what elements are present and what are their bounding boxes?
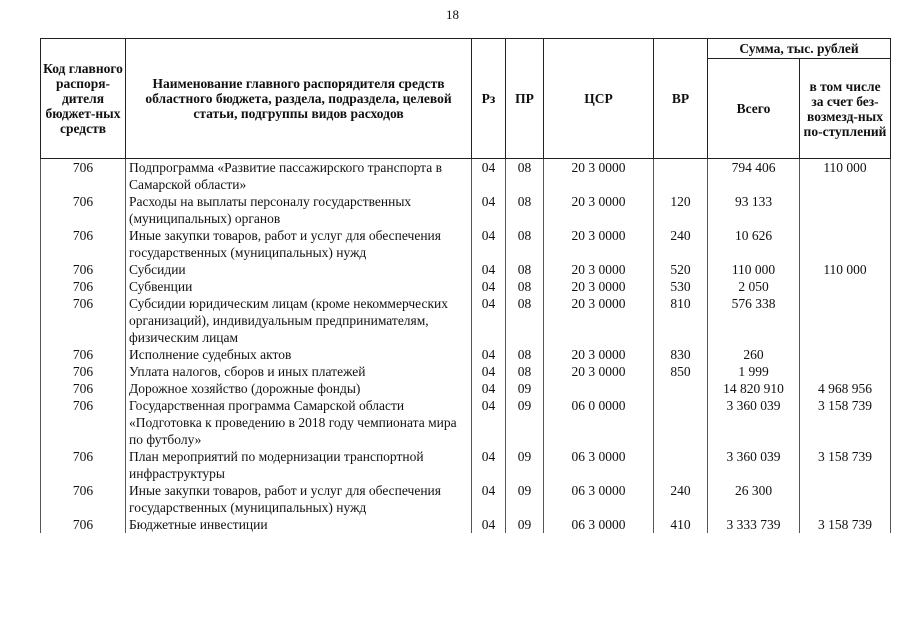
cell-csr: 20 3 0000 [544,278,654,295]
cell-pr: 08 [506,159,544,194]
cell-name: Иные закупки товаров, работ и услуг для обеспечения государственных (муниципальных) нужд [126,227,472,261]
cell-name: Государственная программа Самарской области «Подготовка к проведению в 2018 году чемпионата мира по футболу» [126,397,472,448]
cell-code: 706 [41,261,126,278]
table-row [41,380,891,397]
cell-pr: 08 [506,295,544,346]
cell-name: Субсидии юридическим лицам (кроме некоммерческих организаций), индивидуальным предпринимателям, физическим лицам [126,295,472,346]
table-row [41,516,891,533]
cell-name: Бюджетные инвестиции [126,516,472,533]
cell-name: Уплата налогов, сборов и иных платежей [126,363,472,380]
table-row [41,227,891,261]
cell-free: 3 158 739 [800,397,891,448]
cell-code: 706 [41,482,126,516]
table-header [41,39,891,159]
cell-total: 14 820 910 [708,380,800,397]
cell-pr: 08 [506,193,544,227]
cell-vr [654,380,708,397]
table-row [41,363,891,380]
header-csr: ЦСР [544,39,654,159]
cell-code: 706 [41,363,126,380]
cell-vr [654,159,708,194]
cell-name: Субвенции [126,278,472,295]
cell-name: Дорожное хозяйство (дорожные фонды) [126,380,472,397]
cell-code: 706 [41,516,126,533]
cell-code: 706 [41,193,126,227]
cell-vr: 120 [654,193,708,227]
cell-total: 1 999 [708,363,800,380]
header-sum: Сумма, тыс. рублей [708,39,891,59]
cell-free [800,278,891,295]
page-number: 18 [446,7,459,22]
cell-code: 706 [41,159,126,194]
cell-code: 706 [41,380,126,397]
cell-pr: 08 [506,363,544,380]
cell-code: 706 [41,397,126,448]
cell-rz: 04 [472,346,506,363]
cell-total: 576 338 [708,295,800,346]
header-rz: Рз [472,39,506,159]
table-row [41,346,891,363]
cell-csr: 06 3 0000 [544,516,654,533]
cell-free [800,295,891,346]
cell-pr: 08 [506,227,544,261]
cell-vr: 520 [654,261,708,278]
cell-free: 3 158 739 [800,448,891,482]
cell-rz: 04 [472,482,506,516]
cell-pr: 08 [506,346,544,363]
cell-csr: 20 3 0000 [544,261,654,278]
cell-vr: 240 [654,482,708,516]
cell-pr: 08 [506,278,544,295]
header-free: в том числе за счет без-возмезд-ных по-ступлений [800,59,891,159]
cell-rz: 04 [472,397,506,448]
cell-free [800,193,891,227]
cell-total: 2 050 [708,278,800,295]
table-row [41,193,891,227]
cell-csr: 06 3 0000 [544,482,654,516]
cell-total: 260 [708,346,800,363]
cell-name: План мероприятий по модернизации транспортной инфраструктуры [126,448,472,482]
cell-pr: 09 [506,448,544,482]
cell-free: 3 158 739 [800,516,891,533]
cell-total: 3 333 739 [708,516,800,533]
cell-total: 26 300 [708,482,800,516]
cell-total: 3 360 039 [708,448,800,482]
cell-name: Субсидии [126,261,472,278]
cell-code: 706 [41,278,126,295]
cell-name: Подпрограмма «Развитие пассажирского транспорта в Самарской области» [126,159,472,194]
cell-vr [654,448,708,482]
cell-vr: 810 [654,295,708,346]
cell-rz: 04 [472,159,506,194]
header-name: Наименование главного распорядителя средств областного бюджета, раздела, подраздела, целевой статьи, подгруппы видов расходов [126,39,472,159]
cell-code: 706 [41,295,126,346]
cell-name: Исполнение судебных актов [126,346,472,363]
cell-code: 706 [41,227,126,261]
cell-total: 110 000 [708,261,800,278]
cell-csr: 20 3 0000 [544,363,654,380]
header-code: Код главного распоря-дителя бюджет-ных средств [41,39,126,159]
cell-free [800,346,891,363]
cell-pr: 09 [506,482,544,516]
cell-csr: 20 3 0000 [544,295,654,346]
cell-vr [654,397,708,448]
cell-vr: 410 [654,516,708,533]
cell-free [800,227,891,261]
cell-rz: 04 [472,193,506,227]
budget-table [40,38,891,533]
cell-pr: 09 [506,380,544,397]
cell-free: 110 000 [800,261,891,278]
table-row [41,159,891,194]
table-row [41,397,891,448]
cell-csr [544,380,654,397]
cell-rz: 04 [472,380,506,397]
cell-rz: 04 [472,278,506,295]
cell-code: 706 [41,346,126,363]
cell-csr: 20 3 0000 [544,346,654,363]
cell-csr: 20 3 0000 [544,227,654,261]
cell-vr: 530 [654,278,708,295]
header-vr: ВР [654,39,708,159]
cell-name: Иные закупки товаров, работ и услуг для обеспечения государственных (муниципальных) нужд [126,482,472,516]
cell-pr: 09 [506,516,544,533]
header-total: Всего [708,59,800,159]
cell-rz: 04 [472,516,506,533]
cell-total: 93 133 [708,193,800,227]
table-row [41,482,891,516]
cell-total: 3 360 039 [708,397,800,448]
cell-rz: 04 [472,448,506,482]
table-body [41,159,891,534]
cell-free [800,363,891,380]
cell-csr: 20 3 0000 [544,159,654,194]
cell-name: Расходы на выплаты персоналу государственных (муниципальных) органов [126,193,472,227]
cell-csr: 06 3 0000 [544,448,654,482]
cell-total: 10 626 [708,227,800,261]
cell-rz: 04 [472,295,506,346]
cell-rz: 04 [472,261,506,278]
cell-free: 4 968 956 [800,380,891,397]
cell-rz: 04 [472,363,506,380]
cell-vr: 850 [654,363,708,380]
cell-free [800,482,891,516]
cell-code: 706 [41,448,126,482]
table-row [41,278,891,295]
cell-pr: 08 [506,261,544,278]
table-row [41,261,891,278]
cell-csr: 20 3 0000 [544,193,654,227]
cell-pr: 09 [506,397,544,448]
table-row [41,295,891,346]
cell-rz: 04 [472,227,506,261]
cell-total: 794 406 [708,159,800,194]
cell-vr: 240 [654,227,708,261]
cell-csr: 06 0 0000 [544,397,654,448]
table-row [41,448,891,482]
cell-free: 110 000 [800,159,891,194]
cell-vr: 830 [654,346,708,363]
header-pr: ПР [506,39,544,159]
